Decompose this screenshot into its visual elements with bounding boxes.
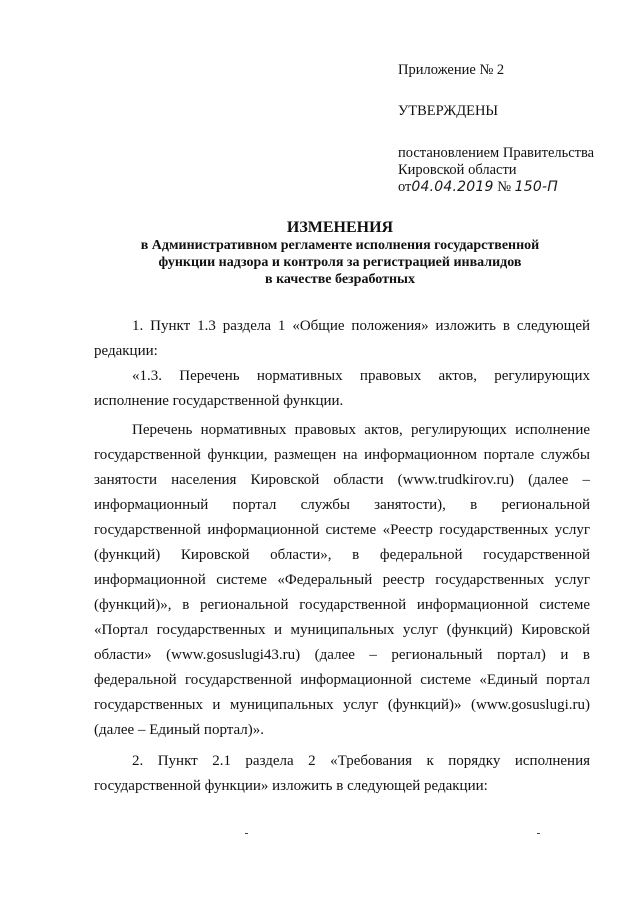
paragraph-3: Перечень нормативных правовых актов, регулирующих исполнение государственной функции, размещен на информационном портале службы занятости населения Кировской области (www.trudkirov.ru) (далее – информационный портал службы занятости), в региональной государственной информационной системе «Реестр государственных услуг (функций) Кировской области», в федеральной государственной информационной системе «Федеральный реестр государственных услуг (функций)», в региональной государственной информационной системе «Портал государственных и муниципальных услуг (функций) Кировской области» (www.gosuslugi43.ru) (далее – региональный портал) и в федеральной государственной информационной системе «Единый портал государственных и муниципальных услуг (функций)» (www.gosuslugi.ru) (далее – Единый портал)». (94, 422, 590, 738)
paragraph-2: «1.3. Перечень нормативных правовых актов, регулирующих исполнение государственной функции. (94, 368, 590, 409)
number-sign: № (497, 179, 512, 195)
scan-mark (245, 833, 248, 834)
document-body (94, 314, 590, 799)
approved-label: УТВЕРЖДЕНЫ (398, 103, 499, 119)
appendix-number: Приложение № 2 (398, 62, 505, 78)
scan-mark (537, 833, 540, 834)
heading-line-3: в качестве безработных (265, 272, 415, 287)
document-heading (90, 218, 590, 288)
paragraph-1: 1. Пункт 1.3 раздела 1 «Общие положения» изложить в следующей редакции: (94, 318, 590, 359)
heading-line-2: функции надзора и контроля за регистрацией инвалидов (158, 255, 522, 270)
decree-line-1: постановлением Правительства (398, 145, 595, 161)
handwritten-date: 04.04.2019 (411, 179, 494, 195)
decree-date-line (398, 179, 628, 196)
heading-line-1: в Административном регламенте исполнения государственной (140, 238, 540, 253)
heading-title: ИЗМЕНЕНИЯ (286, 219, 394, 236)
paragraph-4: 2. Пункт 2.1 раздела 2 «Требования к порядку исполнения государственной функции» изложить в следующей редакции: (94, 753, 590, 794)
approval-block (398, 62, 628, 196)
decree-line-2: Кировской области (398, 162, 517, 178)
handwritten-number: 150-П (514, 179, 558, 195)
date-prefix: от (398, 179, 412, 195)
